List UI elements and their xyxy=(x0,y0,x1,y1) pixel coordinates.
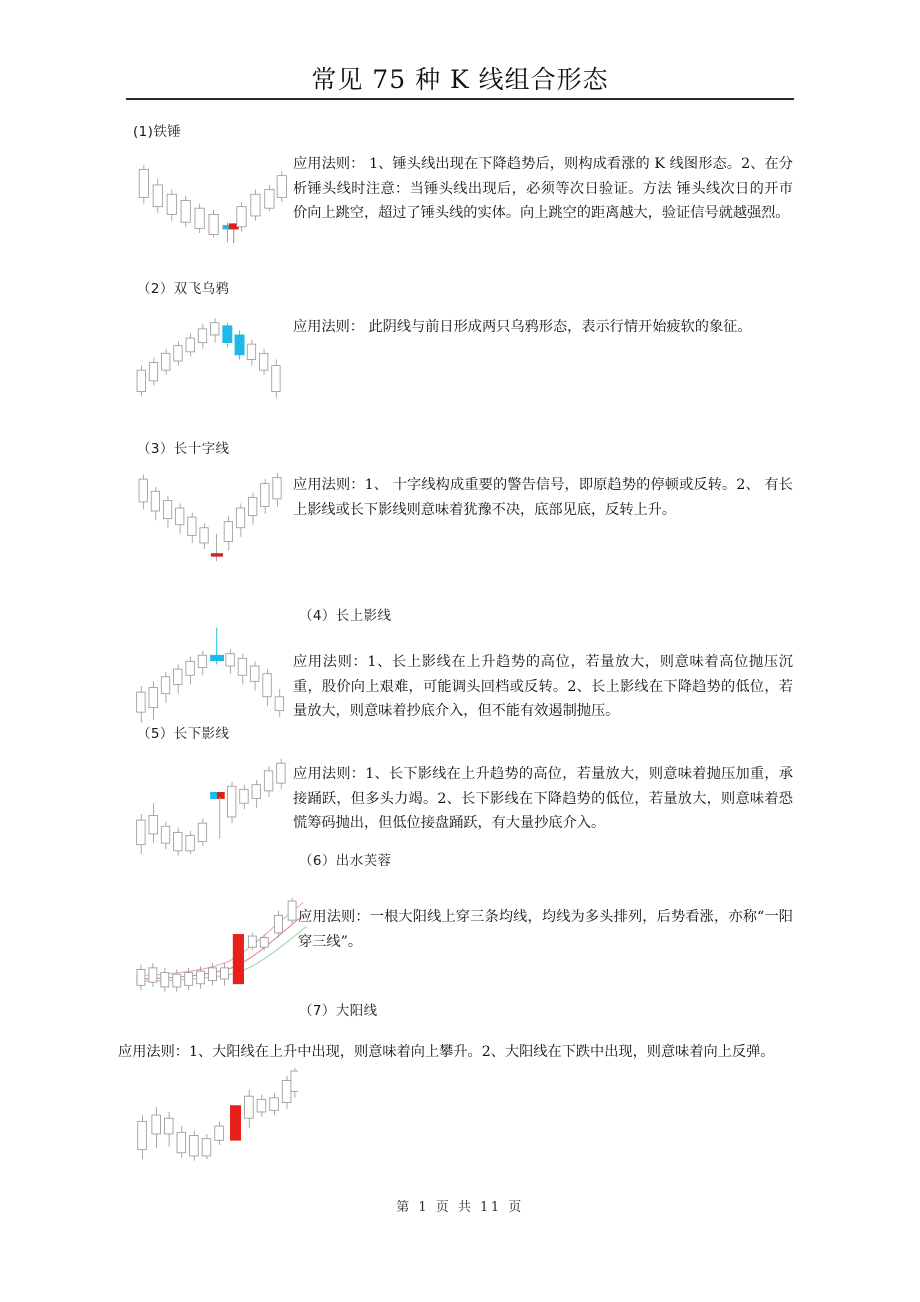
long-lower-shadow-candle xyxy=(211,792,225,838)
chart-6-lotus-out-of-water xyxy=(133,896,308,992)
section-body-1: 应用法则： 1、锤头线出现在下降趋势后，则构成看涨的 K 线图形态。2、在分析锤头线时注意：当锤头线出现后，必须等次日验证。方法 锤头线次日的开市价向上跳空，超过了锤头线的实体。向上跳空的距离越大，验证信号就越强烈。 xyxy=(293,156,793,221)
section-body-5: 应用法则：1、长下影线在上升趋势的高位，若量放大，则意味着抛压加重，承接踊跃，但多头力竭。2、长下影线在下降趋势的低位，若量放大，则意味着恐慌筹码抛出，但低位接盘踊跃，有大量抄底介入。 xyxy=(293,766,793,831)
section-heading-5: （5）长下影线 xyxy=(137,726,230,742)
chart-3-long-doji xyxy=(133,470,288,565)
section-body-2: 应用法则： 此阴线与前日形成两只乌鸦形态，表示行情开始疲软的象征。 xyxy=(293,319,752,335)
big-bullish-candle-7 xyxy=(230,1106,240,1141)
title-divider xyxy=(126,98,794,100)
big-bullish-candle xyxy=(233,934,243,983)
section-heading-6: （6）出水芙蓉 xyxy=(299,853,392,869)
two-crows-candles xyxy=(223,323,244,360)
section-heading-1: (1)铁锤 xyxy=(133,124,182,140)
chart-1-iron-hammer xyxy=(133,142,288,262)
chart-5-long-lower-shadow xyxy=(133,757,288,857)
candlestick-chart-3 xyxy=(133,470,288,565)
candlestick-chart-1 xyxy=(133,142,288,262)
chart-2-two-crows xyxy=(133,312,288,400)
section-heading-7: （7）大阳线 xyxy=(299,1003,378,1019)
candlestick-chart-6 xyxy=(133,896,308,992)
section-body-6: 应用法则：一根大阳线上穿三条均线，均线为多头排列，后势看涨，亦称“一阳穿三线”。 xyxy=(298,909,793,950)
long-doji-candle xyxy=(211,534,222,561)
section-body-7: 应用法则：1、大阳线在上升中出现，则意味着向上攀升。2、大阳线在下跌中出现，则意味着向上反弹。 xyxy=(118,1044,775,1060)
candlestick-chart-2 xyxy=(133,312,288,400)
chart-7-big-bullish-line xyxy=(133,1066,298,1161)
long-upper-shadow-candle xyxy=(211,628,224,665)
candlestick-chart-7 xyxy=(133,1066,298,1161)
section-heading-4: （4）长上影线 xyxy=(299,608,392,624)
hammer-candle xyxy=(223,224,239,243)
section-heading-2: （2）双飞乌鸦 xyxy=(137,281,230,297)
page-title: 常见 75 种 K 线组合形态 xyxy=(311,65,609,94)
candlestick-chart-4 xyxy=(133,626,288,726)
page-footer: 第 1 页 共 11 页 xyxy=(396,1200,524,1215)
section-heading-3: （3）长十字线 xyxy=(137,441,230,457)
section-body-4: 应用法则：1、长上影线在上升趋势的高位，若量放大，则意味着高位抛压沉重，股价向上艰难，可能调头回档或反转。2、长上影线在下降趋势的低位，若量放大，则意味着抄底介入，但不能有效遏制抛压。 xyxy=(293,654,793,719)
section-body-3: 应用法则：1、 十字线构成重要的警告信号，即原趋势的停顿或反转。2、 有长上影线或长下影线则意味着犹豫不决，底部见底，反转上升。 xyxy=(293,477,793,518)
candlestick-chart-5 xyxy=(133,757,288,857)
chart-4-long-upper-shadow xyxy=(133,626,288,726)
